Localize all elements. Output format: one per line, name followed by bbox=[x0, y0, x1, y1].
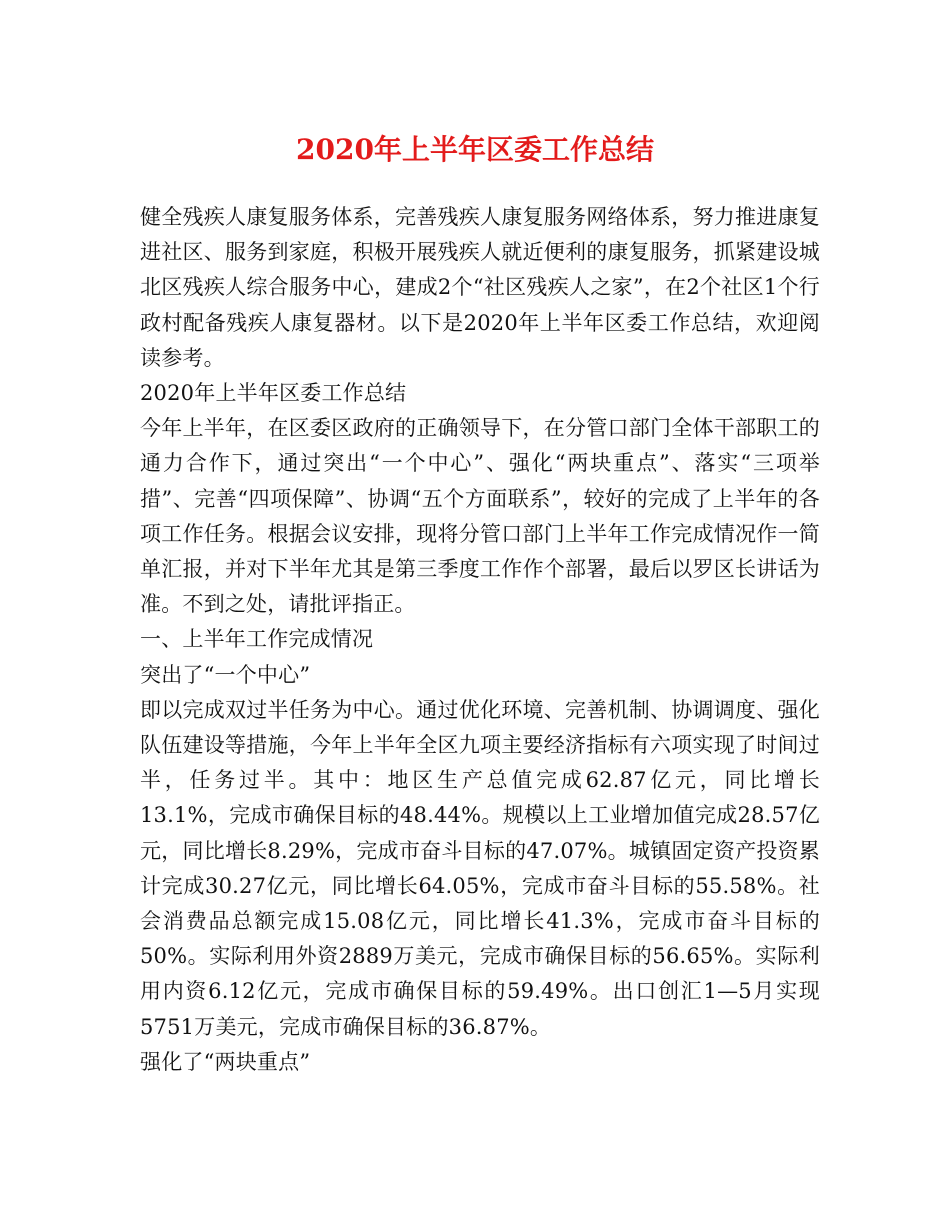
paragraph-indicators: 即以完成双过半任务为中心。通过优化环境、完善机制、协调调度、强化队伍建设等措施，今年上半年全区九项主要经济指标有六项实现了时间过半，任务过半。其中：地区生产总值完成62.87亿元，同比增长13.1%，完成市确保目标的48.44%。规模以上工业增加值完成28.57亿元，同比增长8.29%，完成市奋斗目标的47.07%。城镇固定资产投资累计完成30.27亿元，同比增长64.05%，完成市奋斗目标的55.58%。社会消费品总额完成15.08亿元，同比增长41.3%，完成市奋斗目标的50%。实际利用外资2889万美元，完成市确保目标的56.65%。实际利用内资6.12亿元，完成市确保目标的59.49%。出口创汇1—5月实现5751万美元，完成市确保目标的36.87%。 bbox=[140, 697, 820, 1039]
subsection-heading-1: 突出了“一个中心” bbox=[140, 662, 311, 687]
document-body bbox=[140, 200, 820, 1080]
subsection-heading-2: 强化了“两块重点” bbox=[140, 1049, 311, 1074]
paragraph-overview: 今年上半年，在区委区政府的正确领导下，在分管口部门全体干部职工的通力合作下，通过突出“一个中心”、强化“两块重点”、落实“三项举措”、完善“四项保障”、协调“五个方面联系”，较好的完成了上半年的各项工作任务。根据会议安排，现将分管口部门上半年工作完成情况作一简单汇报，并对下半年尤其是第三季度工作作个部署，最后以罗区长讲话为准。不到之处，请批评指正。 bbox=[140, 416, 820, 617]
section-heading: 一、上半年工作完成情况 bbox=[140, 627, 374, 652]
paragraph-intro: 健全残疾人康复服务体系，完善残疾人康复服务网络体系，努力推进康复进社区、服务到家庭，积极开展残疾人就近便利的康复服务，抓紧建设城北区残疾人综合服务中心，建成2个“社区残疾人之家”，在2个社区1个行政村配备残疾人康复器材。以下是2020年上半年区委工作总结，欢迎阅读参考。 bbox=[140, 205, 820, 370]
page-title: 2020年上半年区委工作总结 bbox=[296, 133, 654, 166]
paragraph-subtitle: 2020年上半年区委工作总结 bbox=[140, 381, 407, 406]
